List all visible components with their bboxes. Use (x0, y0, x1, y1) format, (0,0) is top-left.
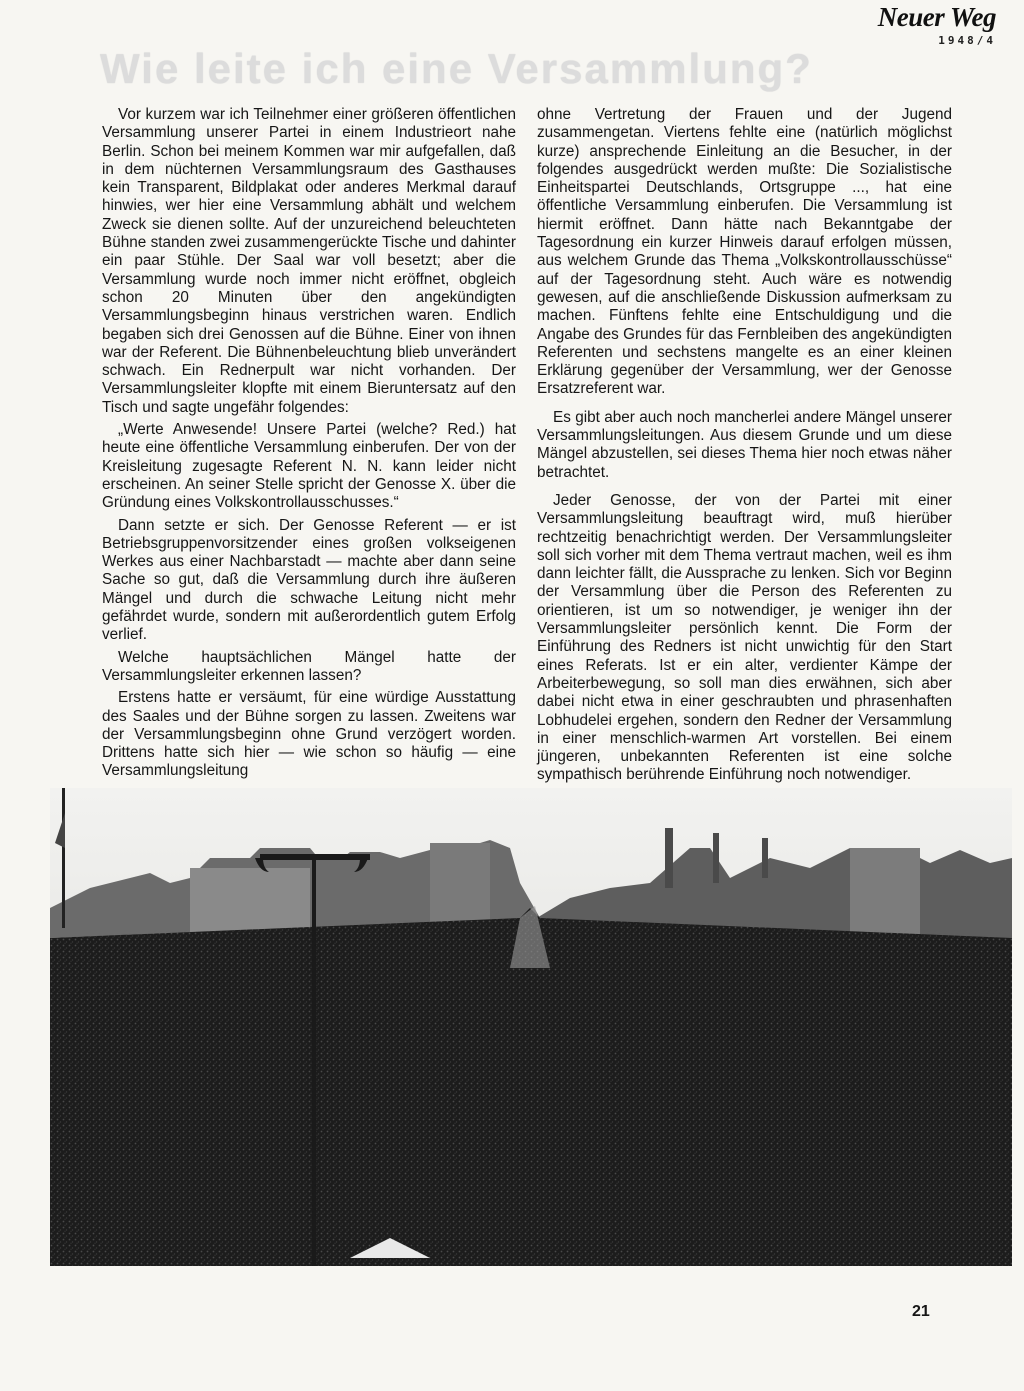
paragraph: Vor kurzem war ich Teilnehmer einer größeren öffentlichen Versammlung unserer Partei in einem Industrieort nahe Berlin. Schon bei meinem Kommen war mir aufgefallen, daß in dem nüchternen Versammlungsraum des Gasthauses kein Transparent, Bildplakat oder anderes Merkmal darauf hinwies, wer hier eine Versammlung abhält und welchem Zweck sie dienen sollte. Auf der unzureichend beleuchteten Bühne standen zwei zusammengerückte Tische und dahinter ein paar Stühle. Der Saal war voll besetzt; aber die Versammlung wurde noch immer nicht eröffnet, obgleich schon 20 Minuten über den angekündigten Versammlungsbeginn hinaus verstrichen waren. Endlich begaben sich drei Genossen auf die Bühne. Einer von ihnen war der Referent. Die Bühnenbeleuchtung blieb unverändert schwach. Ein Rednerpult war nicht vorhanden. Der Versammlungsleiter klopfte mit einem Bieruntersatz auf den Tisch und sagte ungefähr folgendes: (102, 106, 516, 416)
masthead (878, 2, 996, 47)
paragraph: Jeder Genosse, der von der Partei mit einer Versammlungsleitung beauftragt wird, muß hierüber rechtzeitig benachrichtigt werden. Der Versammlungsleiter soll sich vorher mit dem Thema vertraut machen, weil es ihm dann leichter fällt, die Aussprache zu lenken. Sich vor Beginn der Versammlung über die Person des Referenten zu orientieren, ist um so notwendiger, je weniger ihn der Versammlungsleiter persönlich kennt. Die Form der Einführung des Redners ist nicht unwichtig für den Start eines Referats. Ist er ein alter, verdienter Kämpe der Arbeiterbewegung, so soll man dies erwähnen, sich aber dabei nicht etwa in einer geschraubten und phrasenhaften Lobhudelei ergehen, sondern den Redner der Versammlung in einer menschlich-warmen Art vorstellen. Bei einem jüngeren, unbekannten Referenten ist eine solche sympathisch berührende Einführung noch notwendiger. (537, 491, 952, 784)
issue-number: 1948/4 (938, 34, 996, 47)
paragraph: ohne Vertretung der Frauen und der Jugend zusammengetan. Viertens fehlte eine (natürlich möglichst kurze) ansprechende Einleitung an die Besucher, in der folgendes ausgedrückt werden mußte: Die Sozialistische Einheitspartei Deutschlands, Ortsgruppe ..., hat eine öffentliche Versammlung einberufen. Die Versammlung ist hiermit eröffnet. Dann hätte nach Bekanntgabe der Tagesordnung ein kurzer Hinweis darauf erfolgen müssen, aus welchem Grunde das Thema „Volkskontrollausschüsse“ auf der Tagesordnung steht. Auch wäre es notwendig gewesen, auf die anschließende Diskussion aufmerksam zu machen. Fünftens fehlte eine Entschuldigung und die Angabe des Grundes für das Fernbleiben des angekündigten Referenten und sechstens mangelte es an einer kleinen Erklärung gegenüber der Versammlung, wer der Genosse Ersatzreferent war. (537, 106, 952, 398)
page-number: 21 (912, 1303, 930, 1320)
paragraph: Erstens hatte er versäumt, für eine würdige Ausstattung des Saales und der Bühne sorgen zu lassen. Zweitens war der Versammlungsbeginn ohne Grund verzögert worden. Drittens hatte sich hier — wie schon so häufig — eine Versammlungsleitung (102, 689, 516, 780)
magazine-logo: Neuer Weg (877, 2, 996, 32)
article-column-right (537, 106, 952, 785)
crowd-photograph (50, 788, 1012, 1266)
paragraph: Es gibt aber auch noch mancherlei andere Mängel unserer Versammlungsleitungen. Aus diesem Grunde und um diese Mängel abzustellen, sei dieses Thema hier noch etwas näher betrachtet. (537, 408, 952, 481)
paragraph: Welche hauptsächlichen Mängel hatte der Versammlungsleiter erkennen lassen? (102, 648, 516, 684)
article-title: Wie leite ich eine Versammlung? (100, 45, 813, 92)
paragraph: „Werte Anwesende! Unsere Partei (welche? Red.) hat heute eine öffentliche Versammlung einberufen. Der von der Kreisleitung zugesagte Referent N. N. kann leider nicht erscheinen. An seiner Stelle spricht der Genosse X. über die Gründung eines Volkskontrollausschusses.“ (102, 421, 516, 512)
paragraph: Dann setzte er sich. Der Genosse Referent — er ist Betriebsgruppenvorsitzender eines großen volkseigenen Werkes aus einer Nachbarstadt — machte aber dann seine Sache so gut, daß die Versammlung durch ihre äußeren Mängel und durch die schwache Leitung nicht mehr gefährdet wurde, sondern mit außerordentlich gutem Erfolg verlief. (102, 516, 516, 644)
article-column-left (102, 106, 516, 781)
